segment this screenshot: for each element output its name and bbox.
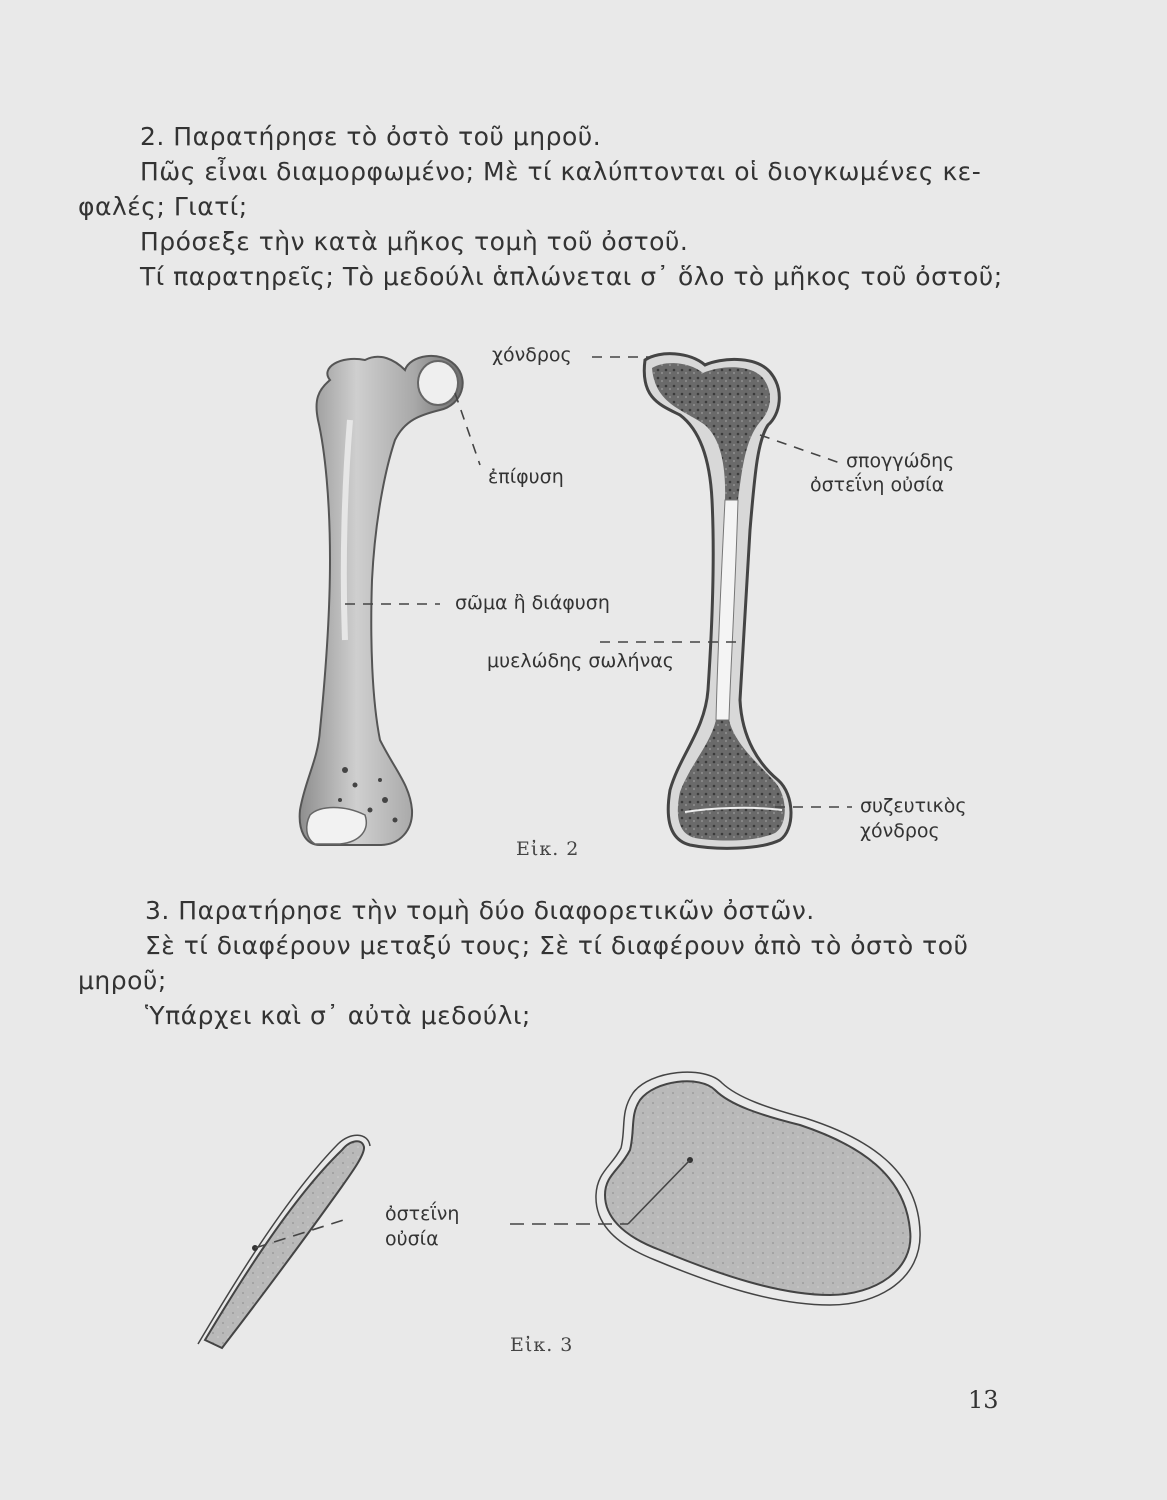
label-medullary-cavity: μυελώδης σωλήνας (487, 650, 674, 672)
label-diaphysis: σῶμα ἢ διάφυση (455, 592, 610, 614)
label-cartilage: χόνδρος (492, 344, 572, 366)
section2-instruction: Πρόσεξε τὴν κατὰ μῆκος τομὴ τοῦ ὀστοῦ. (140, 227, 689, 256)
section2-heading: 2. Παρατήρησε τὸ ὀστὸ τοῦ μηροῦ. (140, 122, 602, 151)
label-spongy-bone-1: σπογγώδης (846, 450, 955, 472)
page-number: 13 (968, 1386, 999, 1414)
section2-question-1-cont: φαλές; Γιατί; (78, 192, 248, 221)
figure3-drawing (198, 1072, 920, 1348)
section2-question-1: Πῶς εἶναι διαμορφωμένο; Μὲ τί καλύπτονται οἱ διογκωμένες κε- (140, 157, 982, 186)
label-spongy-bone-2: ὀστεΐνη οὐσία (810, 474, 945, 496)
section2-question-2: Τί παρατηρεῖς; Τὸ μεδούλι ἁπλώνεται σ᾽ ὅλο τὸ μῆκος τοῦ ὀστοῦ; (140, 262, 1003, 291)
femur-section (644, 354, 791, 849)
femur-external (300, 356, 463, 845)
figure3-caption: Εἰκ. 3 (510, 1334, 574, 1356)
section3-question-2: Ὑπάρχει καὶ σ᾽ αὐτὰ μεδούλι; (145, 1001, 531, 1030)
label-bone-tissue-1: ὀστεΐνη (385, 1203, 460, 1225)
section3-question-1: Σὲ τί διαφέρουν μεταξύ τους; Σὲ τί διαφέρουν ἀπὸ τὸ ὀστὸ τοῦ (145, 931, 969, 960)
section3-heading: 3. Παρατήρησε τὴν τομὴ δύο διαφορετικῶν ὀστῶν. (145, 896, 815, 925)
label-bone-tissue-2: οὐσία (385, 1228, 439, 1250)
label-epiphyseal-cartilage-1: συζευτικὸς (860, 795, 967, 817)
label-epiphysis: ἐπίφυση (488, 466, 564, 488)
figure2-caption: Εἰκ. 2 (516, 838, 580, 860)
section3-question-1-cont: μηροῦ; (78, 966, 167, 995)
figure2-leader-lines (345, 357, 852, 807)
label-epiphyseal-cartilage-2: χόνδρος (860, 820, 940, 842)
